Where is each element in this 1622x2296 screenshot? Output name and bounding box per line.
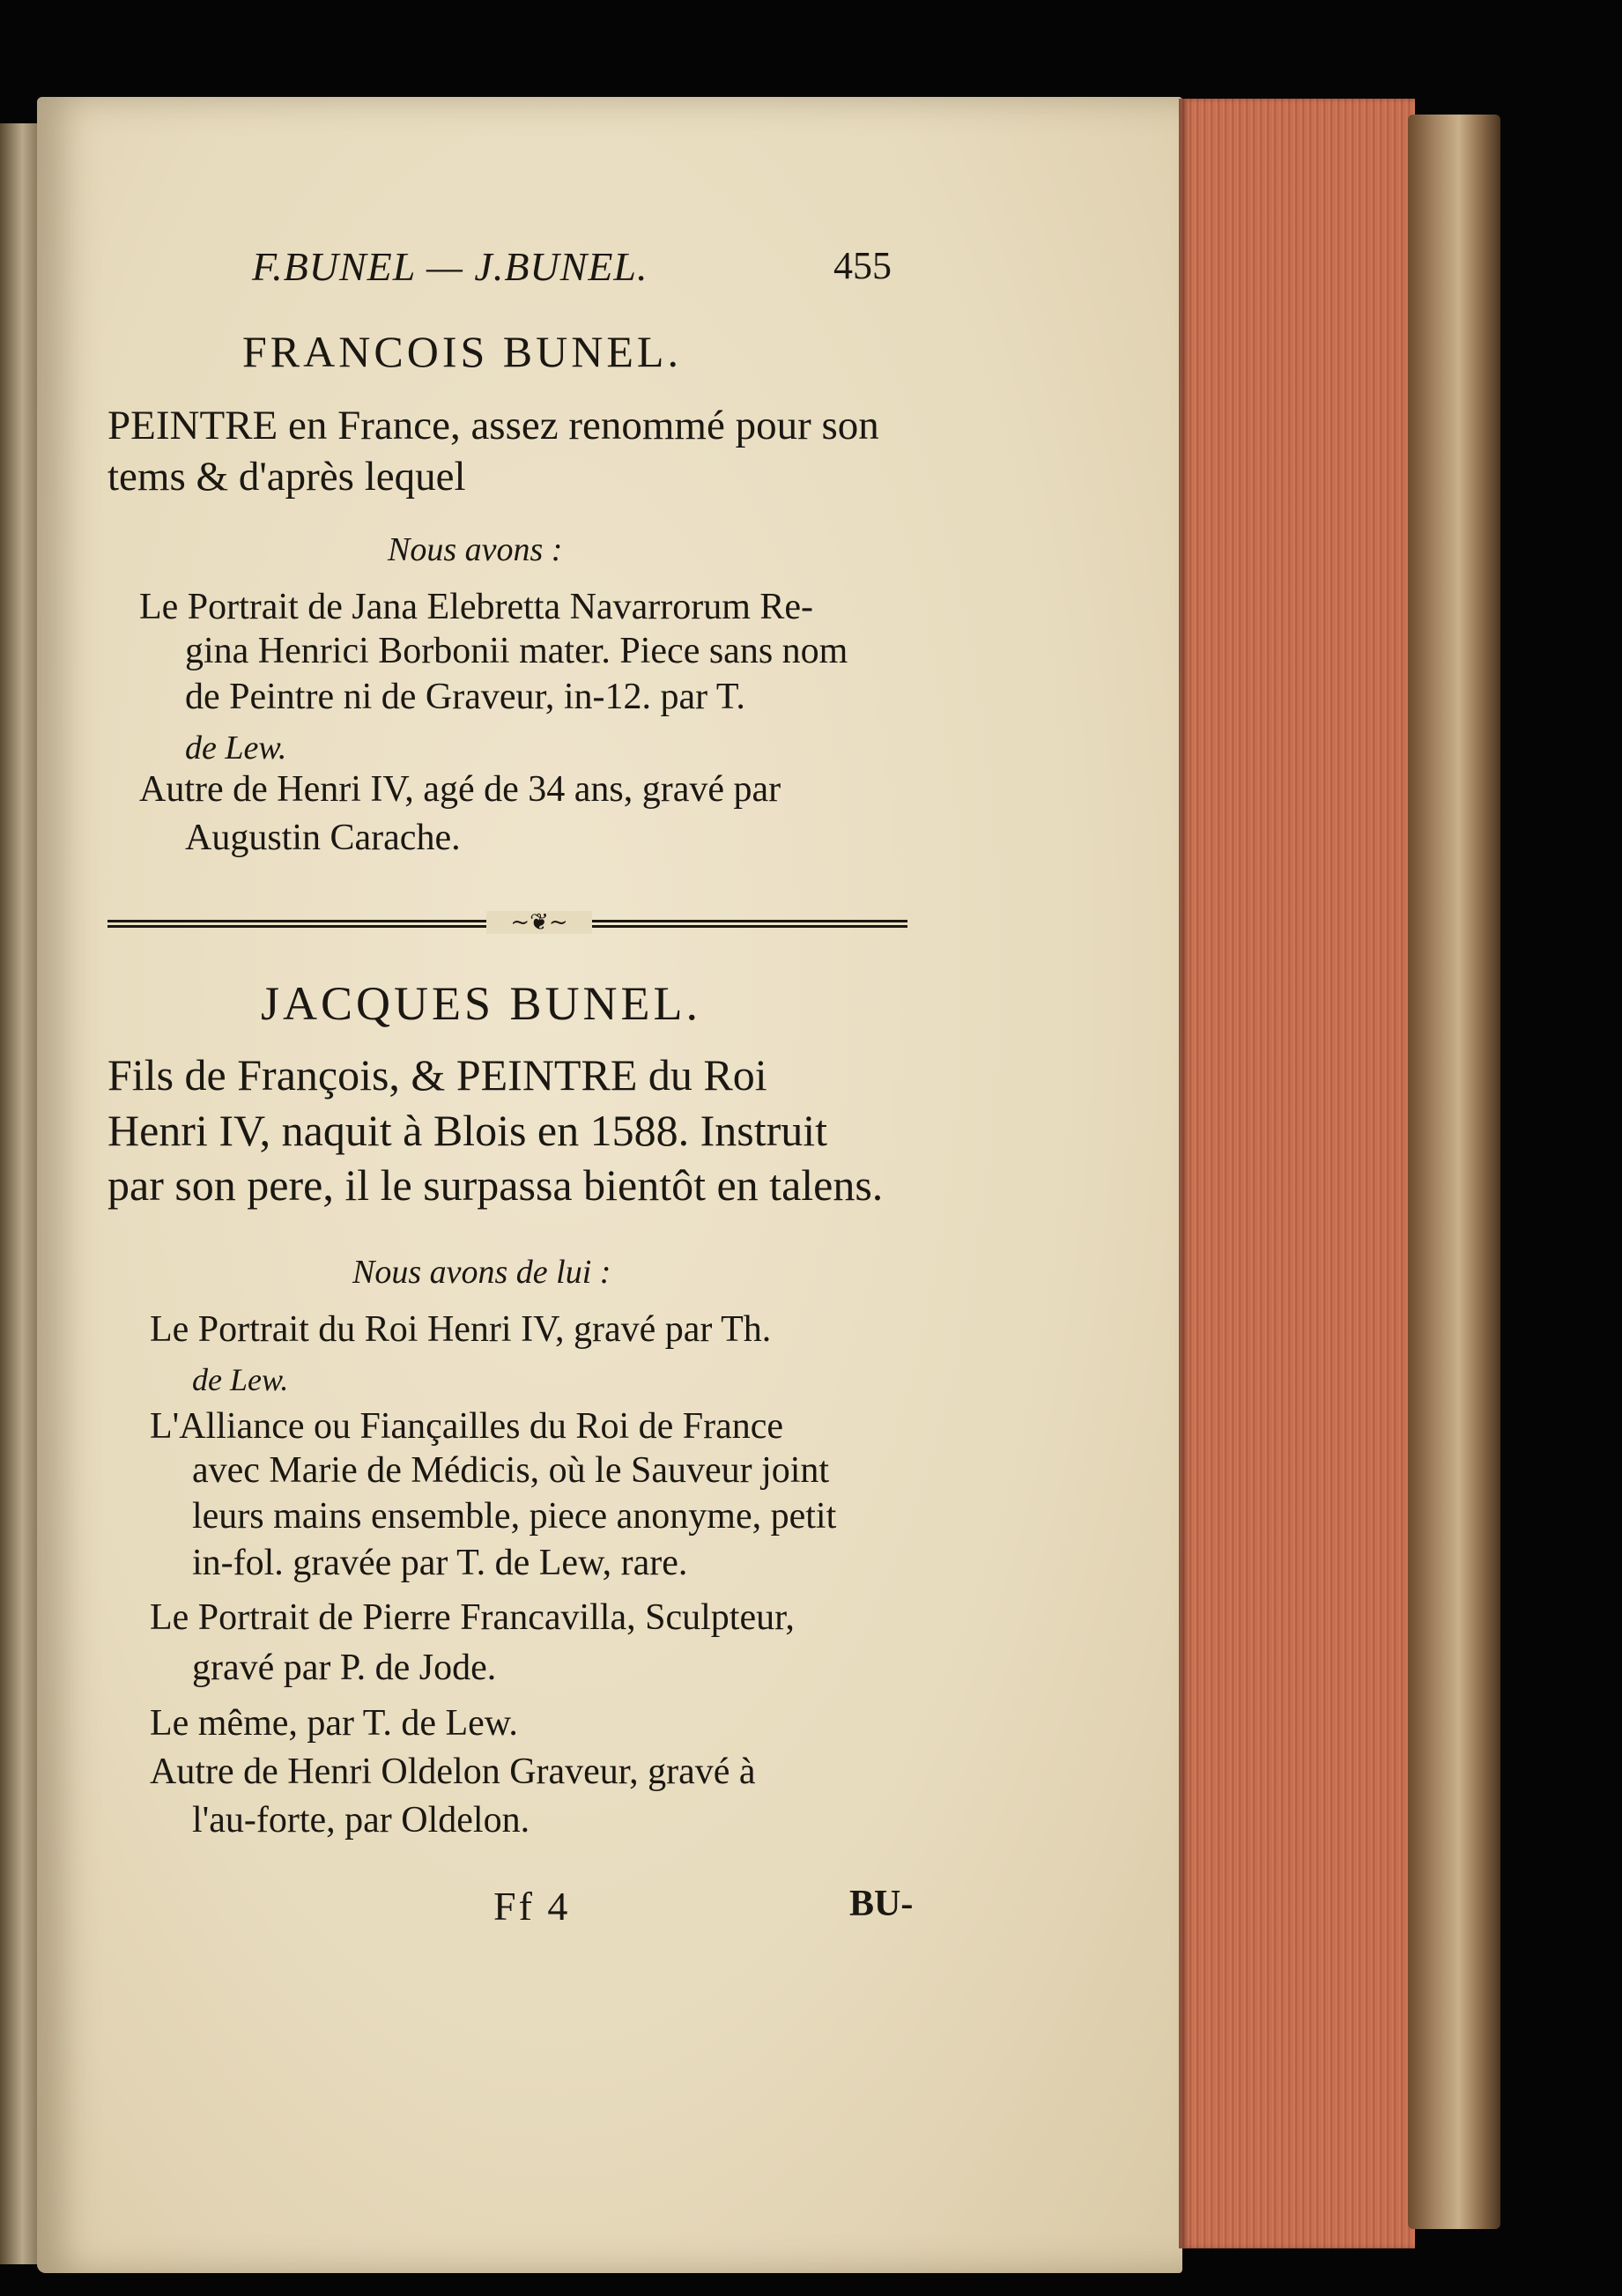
entry-line: Le même, par T. de Lew. xyxy=(150,1703,518,1744)
entry-line: in-fol. gravée par T. de Lew, rare. xyxy=(192,1543,688,1583)
entry-line: Augustin Carache. xyxy=(185,818,461,858)
previous-page-edge xyxy=(0,123,37,2264)
section-heading-jacques: JACQUES BUNEL. xyxy=(261,977,702,1030)
entry-line: Autre de Henri Oldelon Graveur, gravé à xyxy=(150,1752,756,1792)
intro-line: PEINTRE en France, assez renommé pour son xyxy=(107,403,879,448)
section-heading-francois: FRANCOIS BUNEL. xyxy=(242,327,682,376)
page-edges-red xyxy=(1179,99,1415,2248)
entry-line: Autre de Henri IV, agé de 34 ans, gravé par xyxy=(139,769,781,810)
entry-line: leurs mains ensemble, piece anonyme, petit xyxy=(192,1496,837,1537)
intro-line: Henri IV, naquit à Blois en 1588. Instruit xyxy=(107,1106,828,1155)
subheading: Nous avons : xyxy=(388,531,563,568)
running-head: F.BUNEL — J.BUNEL. xyxy=(252,244,648,289)
entry-line: l'au-forte, par Oldelon. xyxy=(192,1800,530,1841)
subheading: Nous avons de lui : xyxy=(352,1254,611,1291)
ornamental-rule: ~❦~ xyxy=(107,916,907,932)
entry-line: de Peintre ni de Graveur, in-12. par T. xyxy=(185,677,745,717)
entry-line: Le Portrait du Roi Henri IV, gravé par Th. xyxy=(150,1309,772,1350)
intro-line: par son pere, il le surpassa bientôt en talens. xyxy=(107,1160,884,1210)
entry-line: avec Marie de Médicis, où le Sauveur joint xyxy=(192,1450,830,1491)
signature-mark: Ff 4 xyxy=(493,1884,571,1929)
entry-line: gravé par P. de Jode. xyxy=(192,1648,497,1688)
entry-line: de Lew. xyxy=(185,730,287,767)
entry-line: L'Alliance ou Fiançailles du Roi de France xyxy=(150,1406,784,1447)
page-number: 455 xyxy=(833,244,892,287)
entry-line: Le Portrait de Pierre Francavilla, Sculpteur, xyxy=(150,1597,795,1638)
entry-line: de Lew. xyxy=(192,1362,289,1397)
book-cover-edge xyxy=(1408,115,1500,2229)
entry-line: Le Portrait de Jana Elebretta Navarrorum Re- xyxy=(139,587,814,627)
catchword: BU- xyxy=(849,1884,914,1924)
intro-line: tems & d'après lequel xyxy=(107,454,466,500)
entry-line: gina Henrici Borbonii mater. Piece sans nom xyxy=(185,631,848,671)
intro-line: Fils de François, & PEINTRE du Roi xyxy=(107,1050,767,1100)
